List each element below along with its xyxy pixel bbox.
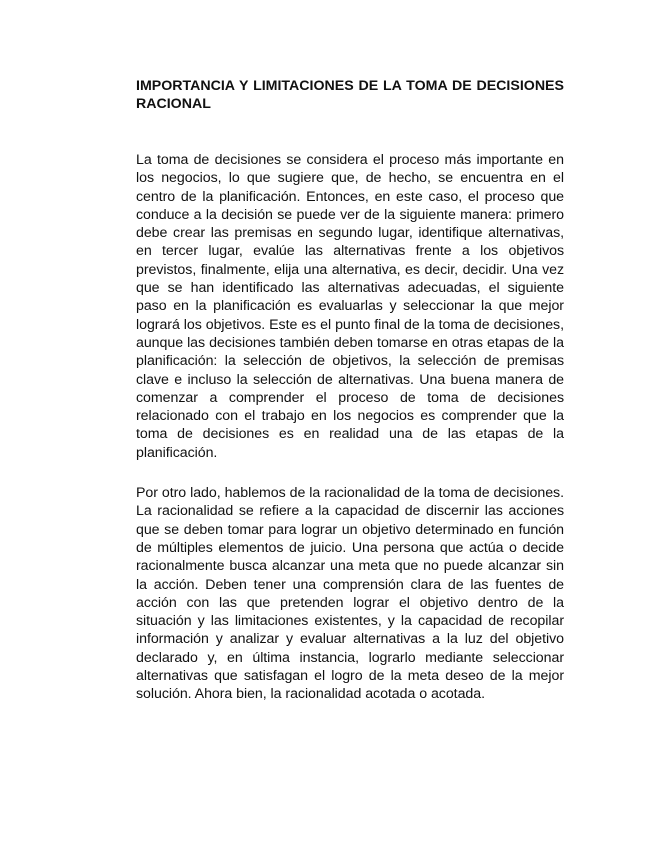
paragraph-decision-making-importance: La toma de decisiones se considera el proceso más importante en los negocios, lo que sugiere que, de hecho, se encuentra en el centro de la planificación. Entonces, en este caso, el proceso que conduce a la decisión se puede ver de la siguiente manera: primero debe crear las premisas en segundo lugar, identifique alternativas, en tercer lugar, evalúe las alternativas frente a los objetivos previstos, finalmente, elija una alternativa, es decir, decidir. Una vez que se han identificado las alternativas adecuadas, el siguiente paso en la planificación es evaluarlas y seleccionar la que mejor logrará los objetivos. Este es el punto final de la toma de decisiones, aunque las decisiones también deben tomarse en otras etapas de la planificación: la selección de objetivos, la selección de premisas clave e incluso la selección de alternativas. Una buena manera de comenzar a comprender el proceso de toma de decisiones relacionado con el trabajo en los negocios es comprender que la toma de decisiones es en realidad una de las etapas de la planificación.: [136, 152, 564, 461]
document-title: IMPORTANCIA Y LIMITACIONES DE LA TOMA DE DECISIONES RACIONAL: [136, 78, 564, 112]
document-body: [136, 78, 564, 704]
paragraph-rationality: Por otro lado, hablemos de la racionalidad de la toma de decisiones. La racionalidad se refiere a la capacidad de discernir las acciones que se deben tomar para lograr un objetivo determinado en función de múltiples elementos de juicio. Una persona que actúa o decide racionalmente busca alcanzar una meta que no puede alcanzar sin la acción. Deben tener una comprensión clara de las fuentes de acción con las que pretenden lograr el objetivo dentro de la situación y las limitaciones existentes, y la capacidad de recopilar información y analizar y evaluar alternativas a la luz del objetivo declarado y, en última instancia, lograrlo mediante seleccionar alternativas que satisfagan el logro de la meta deseo de la mejor solución. Ahora bien, la racionalidad acotada o acotada.: [136, 485, 564, 703]
